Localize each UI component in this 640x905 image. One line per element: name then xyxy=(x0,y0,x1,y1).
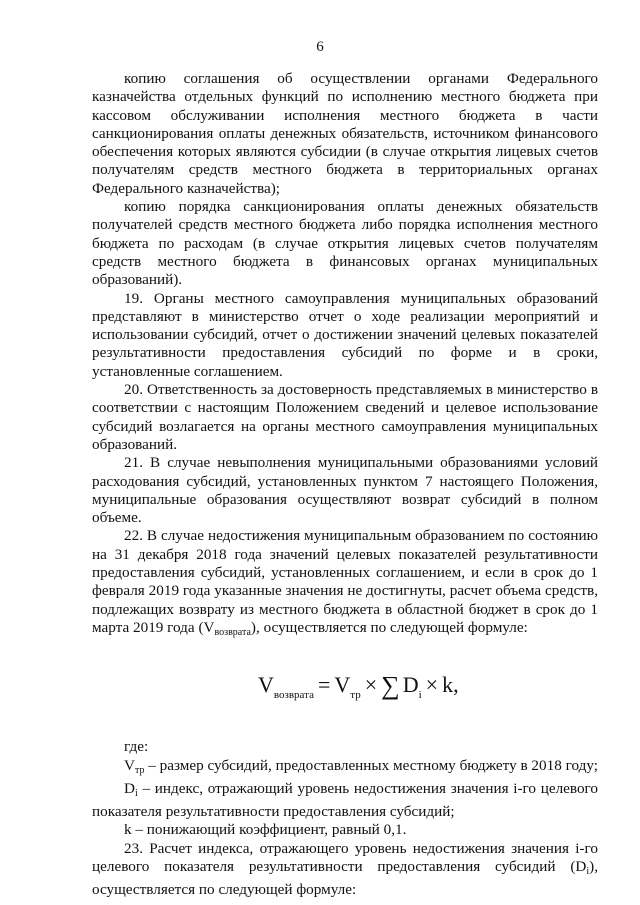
definition-k: k – понижающий коэффициент, равный 0,1. xyxy=(124,821,407,839)
paragraph-agreement-copy: копию соглашения об осуществлении органами Федерального казначейства отдельных функций по исполнению местного бюджета при кассовом обслуживании исполнения местного бюджета в части санкционирования оплаты денежных обязательств, источником финансового обеспечения которых являются субсидии (в случае открытия лицевых счетов получателям средств местного бюджета в территориальных органах Федерального казначейства); xyxy=(92,70,598,197)
paragraph-22-text-end: ), осуществляется по следующей формуле: xyxy=(250,618,528,636)
paragraph-23-text-start: 23. Расчет индекса, отражающего уровень недостижения значения i-го целевого показателя результативности предоставления субсидий (D xyxy=(92,839,598,875)
definition-di-subscript: i xyxy=(134,787,138,799)
page-number: 6 xyxy=(316,39,324,55)
paragraph-21: 21. В случае невыполнения муниципальными образованиями условий расходования субсидий, установленных пунктом 7 настоящего Положения, муниципальные образования осуществляют возврат субсидий в полном объеме. xyxy=(92,454,598,527)
definition-vtr-subscript: тр xyxy=(134,764,145,776)
formula-times-1: × xyxy=(364,672,378,698)
paragraph-22-text-start: 22. В случае недостижения муниципальным образованием по состоянию на 31 декабря 2018 года значений целевых показателей результативности предоставления субсидий, установленных соглашением, и если в срок до 1 февраля 2019 года указанные значения не достигнуты, расчет объема средств, подлежащих возврату из местного бюджета в областной бюджет в срок до 1 марта 2019 года (V xyxy=(92,527,598,636)
formula-lhs-subscript: возврата xyxy=(273,689,314,702)
formula-d-symbol: D xyxy=(402,672,419,698)
definition-di-text: – индекс, отражающий уровень недостижения значения i-го целевого показателя результативности предоставления субсидий; xyxy=(92,779,598,821)
formula-lhs-symbol: V xyxy=(258,672,274,698)
refund-formula xyxy=(92,666,598,712)
formula-k: k, xyxy=(442,672,459,698)
paragraph-22 xyxy=(92,527,598,642)
definition-vtr xyxy=(92,757,598,780)
paragraph-23 xyxy=(92,840,598,900)
formula-times-2: × xyxy=(425,672,439,698)
paragraph-23-subscript: i xyxy=(586,865,590,877)
definition-di xyxy=(92,780,598,822)
formula-equals: = xyxy=(317,672,331,698)
definition-di-symbol: D xyxy=(124,779,135,797)
paragraph-22-subscript: возврата xyxy=(214,626,251,638)
paragraph-23-text-end: ), осуществляется по следующей формуле: xyxy=(92,857,598,899)
paragraph-procedure-copy: копию порядка санкционирования оплаты денежных обязательств получателей средств местного бюджета либо порядка исполнения местного бюджета по расходам (в случае открытия лицевых счетов получателям средств местного бюджета в финансовых органах муниципальных образований). xyxy=(92,198,598,289)
definition-vtr-symbol: V xyxy=(124,756,135,774)
document-body xyxy=(92,70,598,900)
formula-sum-symbol: ∑ xyxy=(381,671,400,701)
definitions-where: где: xyxy=(124,738,149,756)
formula-v-subscript: тр xyxy=(350,689,361,702)
formula-d-subscript: i xyxy=(418,689,422,702)
paragraph-19: 19. Органы местного самоуправления муниципальных образований представляют в министерство отчет о ходе реализации мероприятий и использовании субсидий, отчет о достижении значений целевых показателей результативности предоставления субсидий по форме и в сроки, установленные соглашением. xyxy=(92,289,598,380)
paragraph-20: 20. Ответственность за достоверность представляемых в министерство в соответствии с настоящим Положением сведений и целевое использование субсидий возлагается на органы местного самоуправления муниципальных образований. xyxy=(92,381,598,453)
refund-formula-expression xyxy=(258,670,459,710)
formula-v-symbol: V xyxy=(334,672,351,698)
definition-vtr-text: – размер субсидий, предоставленных местному бюджету в 2018 году; xyxy=(144,756,598,774)
